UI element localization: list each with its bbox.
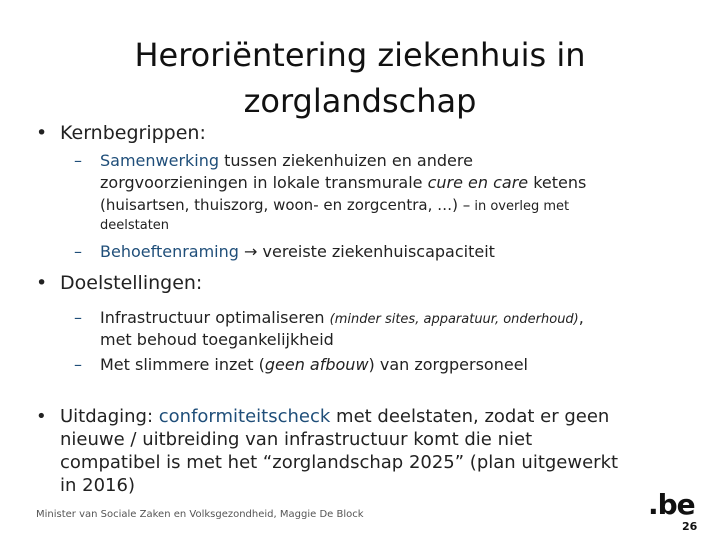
sub-bullet-line bbox=[100, 196, 569, 214]
bullet-line: nieuwe / uitbreiding van infrastructuur komt die niet bbox=[60, 429, 533, 450]
dash-icon: – bbox=[74, 242, 82, 261]
sub-bullet-infrastructuur bbox=[74, 308, 584, 327]
bullet-text: met deelstaten, zodat er geen bbox=[330, 406, 610, 427]
bullet-line: compatibel is met het “zorglandschap 2025” (plan uitgewerkt bbox=[60, 452, 619, 473]
term-behoeftenraming: Behoeftenraming bbox=[100, 242, 239, 261]
dash-icon: – bbox=[74, 308, 82, 327]
bullet-label: Doelstellingen: bbox=[60, 272, 203, 294]
sub-bullet-behoeftenraming bbox=[74, 242, 495, 261]
italic-text: cure en care bbox=[427, 173, 529, 192]
sub-bullet-text: tussen ziekenhuizen en andere bbox=[219, 151, 473, 170]
sub-bullet-text: (huisartsen, thuiszorg, woon- en zorgcentra, …) – bbox=[100, 196, 471, 214]
dash-icon: – bbox=[74, 151, 82, 170]
sub-bullet-text: Infrastructuur optimaliseren bbox=[100, 308, 330, 327]
arrow-right-icon: → bbox=[238, 242, 263, 261]
page-number: 26 bbox=[682, 520, 698, 533]
bullet-kernbegrippen bbox=[36, 122, 206, 144]
sub-bullet-line: met behoud toegankelijkheid bbox=[100, 330, 334, 349]
bullet-label: Uitdaging: bbox=[60, 406, 159, 427]
dash-icon: – bbox=[74, 355, 82, 374]
term-samenwerking: Samenwerking bbox=[100, 151, 220, 170]
footer-text: Minister van Sociale Zaken en Volksgezondheid, Maggie De Block bbox=[36, 509, 364, 520]
italic-text: (minder sites, apparatuur, onderhoud) bbox=[329, 312, 579, 327]
bullet-doelstellingen bbox=[36, 272, 202, 294]
sub-bullet-personeel bbox=[74, 355, 528, 374]
sub-bullet-text: zorgvoorzieningen in lokale transmurale bbox=[100, 173, 428, 192]
sub-bullet-text: , bbox=[578, 308, 584, 327]
italic-text: geen afbouw bbox=[264, 355, 369, 374]
bullet-line: in 2016) bbox=[60, 475, 135, 496]
bullet-label: Kernbegrippen: bbox=[60, 122, 206, 144]
bullet-dot-icon: • bbox=[36, 272, 48, 294]
sub-bullet-text: vereiste ziekenhuiscapaciteit bbox=[262, 242, 495, 261]
bullet-dot-icon: • bbox=[36, 122, 48, 144]
term-conformiteitscheck: conformiteitscheck bbox=[158, 406, 331, 427]
slide-title: Heroriëntering ziekenhuis in zorglandschap bbox=[134, 36, 586, 120]
sub-bullet-text: Met slimmere inzet ( bbox=[100, 355, 265, 374]
be-logo: .be bbox=[648, 488, 695, 521]
sub-bullet-text: ketens bbox=[528, 173, 587, 192]
bullet-uitdaging bbox=[36, 406, 609, 427]
small-text: in overleg met bbox=[470, 199, 570, 214]
sub-bullet-text: ) van zorgpersoneel bbox=[368, 355, 528, 374]
sub-bullet-line bbox=[100, 173, 586, 192]
bullet-dot-icon: • bbox=[36, 406, 47, 427]
sub-bullet-line: deelstaten bbox=[100, 218, 170, 233]
sub-bullet-samenwerking bbox=[74, 151, 473, 170]
